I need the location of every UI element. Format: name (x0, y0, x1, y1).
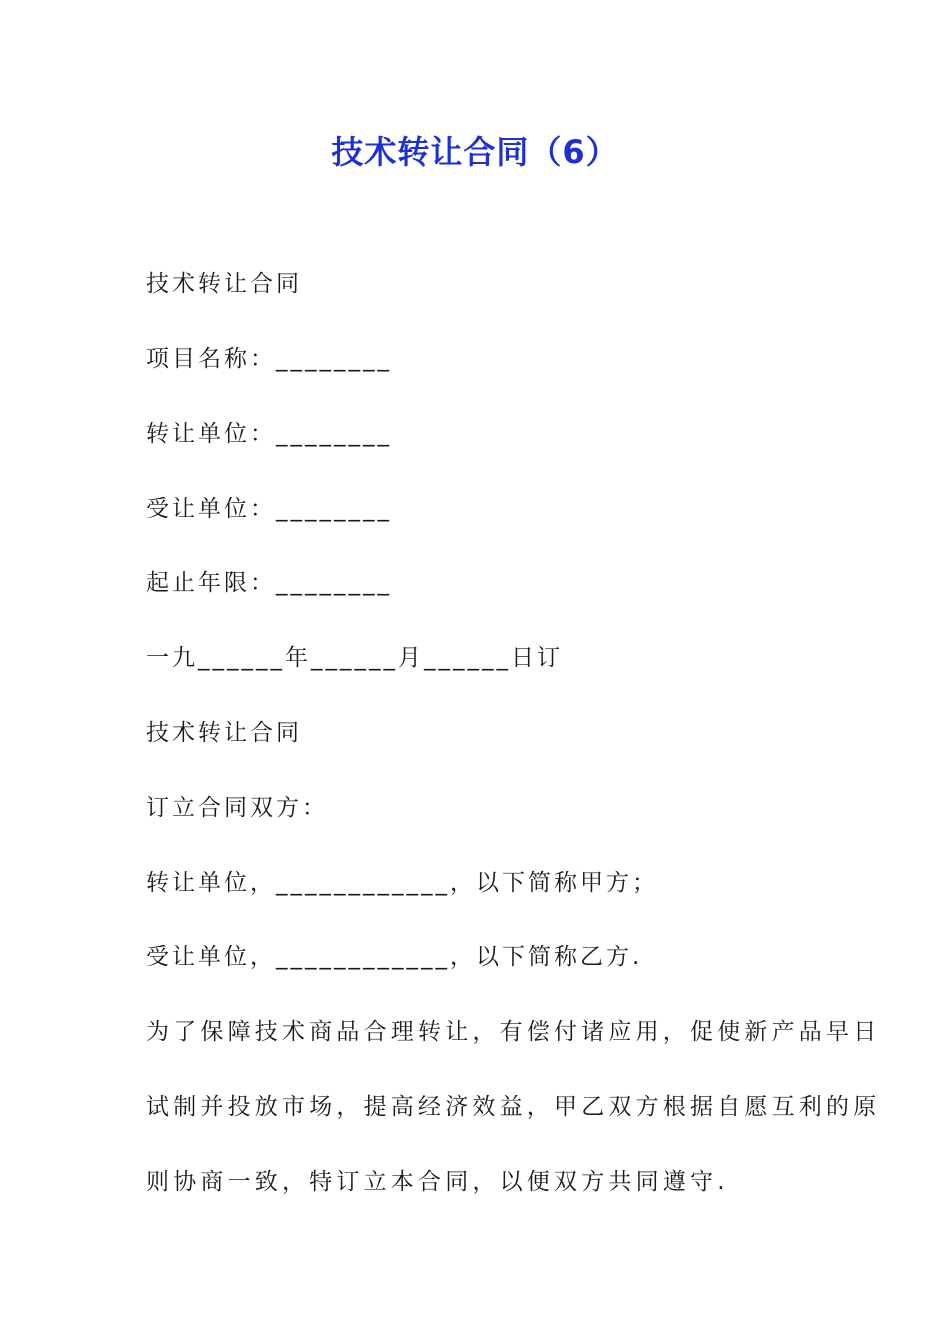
field-term: 起止年限：________ (146, 570, 392, 596)
preamble-line-2: 试制并投放市场，提高经济效益，甲乙双方根据自愿互利的原 (146, 1094, 881, 1120)
heading-contract-name: 技术转让合同 (146, 271, 302, 297)
preamble-line-1: 为了保障技术商品合理转让，有偿付诸应用，促使新产品早日 (146, 1019, 881, 1045)
parties-heading: 订立合同双方： (146, 795, 328, 821)
heading-contract-name-2: 技术转让合同 (146, 720, 302, 746)
document-title: 技术转让合同（6） (331, 133, 619, 171)
field-project-name: 项目名称：________ (146, 346, 392, 372)
preamble-line-3: 则协商一致，特订立本合同，以便双方共同遵守. (146, 1169, 729, 1195)
party-b-line: 受让单位，____________，以下简称乙方. (146, 944, 643, 970)
field-transferee: 受让单位：________ (146, 496, 392, 522)
party-a-line: 转让单位，____________，以下简称甲方； (146, 870, 658, 896)
field-signing-date: 一九______年______月______日订 (146, 645, 563, 671)
field-transferor: 转让单位：________ (146, 421, 392, 447)
